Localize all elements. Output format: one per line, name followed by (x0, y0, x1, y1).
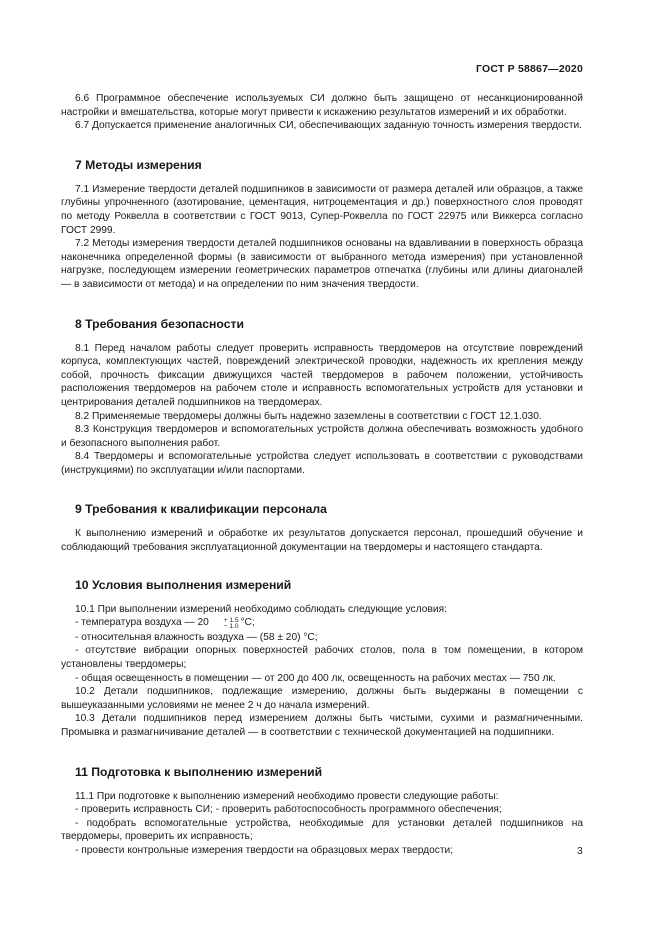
paragraph-7-1: 7.1 Измерение твердости деталей подшипников в зависимости от размера деталей или образцов, а также глубины упрочненного (азотирование, цементация, нитроцементация и др.) поверхностного слоя проводят по методу Роквелла в соответствии с ГОСТ 9013, Супер-Роквелла по ГОСТ 22975 или Виккерса согласно ГОСТ 2999. (61, 183, 583, 236)
page-number: 3 (577, 846, 583, 857)
temperature-unit: °С; (240, 617, 255, 629)
task-item: - подобрать вспомогательные устройства, необходимые для установки деталей подшипников на твердомеры, проверить их исправность; (61, 817, 583, 843)
paragraph-10-1: 10.1 При выполнении измерений необходимо соблюдать следующие условия: (75, 603, 447, 615)
condition-lighting: - общая освещенность в помещении — от 200 до 400 лк, освещенность на рабочих местах — 750 лк. (75, 672, 556, 684)
paragraph-9: К выполнению измерений и обработке их результатов допускается персонал, прошедший обучение и соблюдающий требования эксплуатационной документации на твердомеры и настоящего стандарта. (61, 528, 583, 554)
paragraph-11-1: 11.1 При подготовке к выполнению измерений необходимо провести следующие работы: (75, 790, 499, 802)
section-7-title: 7 Методы измерения (75, 157, 202, 172)
condition-humidity: - относительная влажность воздуха — (58 ± 20) °С; (75, 631, 318, 643)
paragraph-8-1: 8.1 Перед началом работы следует проверить исправность твердомеров на отсутствие повреждений корпуса, комплектующих частей, повреждений электрической проводки, надежность их крепления между собой, прочность фиксации движущихся частей твердомеров в рабочем положении, устойчивость расположения твердомеров на рабочем столе и исправность вспомогательных устройств для установки и центрирования деталей подшипников на твердомерах. (61, 342, 583, 408)
temperature-text: - температура воздуха — 20 (75, 617, 209, 629)
tolerance-upper: + 1.5 (223, 616, 239, 624)
condition-vibration: - отсутствие вибрации опорных поверхностей рабочих столов, пола в том помещении, в котором установлены твердомеры; (61, 645, 583, 670)
temperature-tolerance (210, 618, 239, 631)
section-10-title: 10 Условия выполнения измерений (75, 577, 292, 592)
paragraph-7-2: 7.2 Методы измерения твердости деталей подшипников основаны на вдавливании в поверхность образца наконечника определенной формы (в зависимости от выбранного метода измерения) при установленной нагрузке, последующем измерении геометрических параметров отпечатка (глубины или длины диагоналей — в зависимости от метода) и на определении по ним значения твердости. (61, 238, 583, 290)
section-9-title: 9 Требования к квалификации персонала (75, 502, 327, 517)
paragraph-10-2: 10.2 Детали подшипников, подлежащие измерению, должны быть выдержаны в помещении с вышеуказанными условиями не менее 2 ч до начала измерений. (61, 686, 583, 711)
paragraph-6-6: 6.6 Программное обеспечение используемых СИ должно быть защищено от несанкционированной настройки и вмешательства, которые могут привести к искажению результатов измерений и их обработки. (61, 93, 583, 118)
task-item: - провести контрольные измерения твердости на образцовых мерах твердости; (75, 844, 454, 856)
section-11-title: 11 Подготовка к выполнению измерений (75, 764, 323, 779)
document-header: ГОСТ Р 58867—2020 (475, 63, 583, 75)
paragraph-8-2: 8.2 Применяемые твердомеры должны быть надежно заземлены в соответствии с ГОСТ 12.1.030. (75, 410, 542, 422)
paragraph-8-4: 8.4 Твердомеры и вспомогательные устройства следует использовать в соответствии с руководствами (инструкциями) по эксплуатации и/или паспортами. (61, 451, 583, 476)
document-body (61, 92, 583, 857)
section-8-title: 8 Требования безопасности (75, 316, 244, 331)
tolerance-lower: − 1.0 (223, 623, 239, 631)
paragraph-6-7: 6.7 Допускается применение аналогичных СИ, обеспечивающих заданную точность измерения твердости. (75, 120, 583, 132)
paragraph-10-3: 10.3 Детали подшипников перед измерением должны быть чистыми, сухими и размагниченными. Промывка и размагничивание деталей — в соответствии с технической документацией на подшипники. (61, 713, 583, 738)
condition-temperature (61, 616, 583, 631)
paragraph-8-3: 8.3 Конструкция твердомеров и вспомогательных устройств должна обеспечивать возможность удобного и безопасного выполнения работ. (61, 424, 583, 449)
task-item: - проверить исправность СИ; - проверить работоспособность программного обеспечения; (75, 804, 502, 816)
